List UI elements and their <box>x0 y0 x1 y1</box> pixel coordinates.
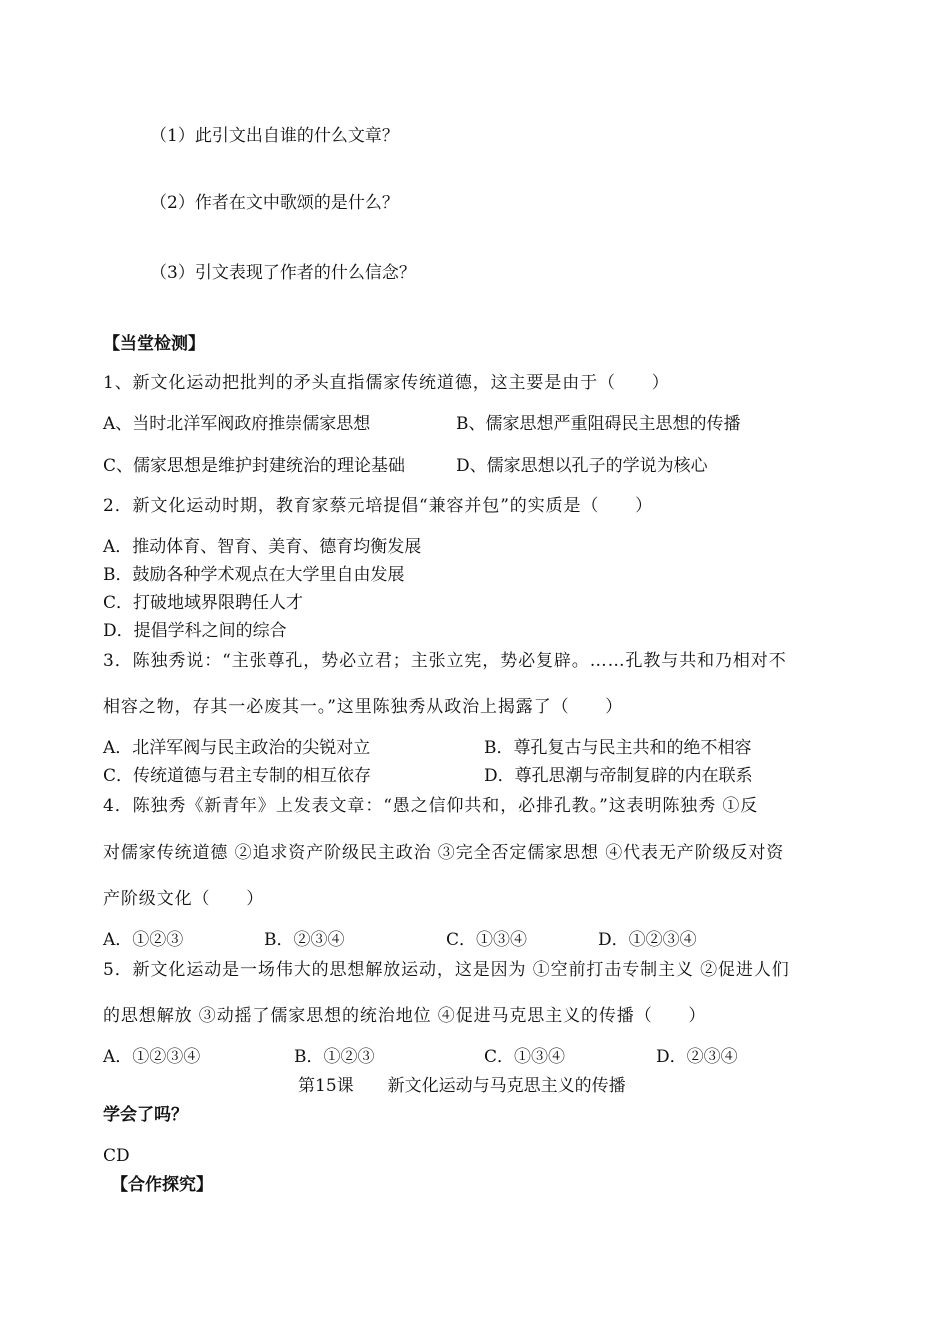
q4-option-c: C．①③④ <box>446 930 528 950</box>
answer-cd: CD <box>103 1146 130 1166</box>
q2-stem: 2．新文化运动时期，教育家蔡元培提倡“兼容并包”的实质是（ ） <box>103 496 653 516</box>
q1-option-d: D、儒家思想以孔子的学说为核心 <box>456 456 708 476</box>
q5-stem-line2: 的思想解放 ③动摇了儒家思想的统治地位 ④促进马克思主义的传播（ ） <box>103 1006 707 1026</box>
q4-stem-line3: 产阶级文化（ ） <box>103 889 265 909</box>
q3-option-c: C．传统道德与君主专制的相互依存 <box>103 766 372 786</box>
q3-stem-line1: 3．陈独秀说：“主张尊孔，势必立君；主张立宪，势必复辟。……孔教与共和乃相对不 <box>103 651 787 671</box>
q4-stem-line2: 对儒家传统道德 ②追求资产阶级民主政治 ③完全否定儒家思想 ④代表无产阶级反对资 <box>103 843 785 863</box>
answer-lesson-title: 第15课 新文化运动与马克思主义的传播 <box>298 1076 626 1096</box>
q4-option-a: A．①②③ <box>103 930 184 950</box>
q3-option-d: D．尊孔思潮与帝制复辟的内在联系 <box>484 766 753 786</box>
q1-stem: 1、新文化运动把批判的矛头直指儒家传统道德，这主要是由于（ ） <box>103 373 670 393</box>
q1-option-a: A、当时北洋军阀政府推崇儒家思想 <box>103 414 371 434</box>
q5-stem-line1: 5．新文化运动是一场伟大的思想解放运动，这是因为 ①空前打击专制主义 ②促进人们 <box>103 960 790 980</box>
q2-option-c: C．打破地域界限聘任人才 <box>103 593 304 613</box>
q4-option-b: B．②③④ <box>264 930 345 950</box>
question-2: （2）作者在文中歌颂的是什么？ <box>150 193 399 213</box>
q1-option-c: C、儒家思想是维护封建统治的理论基础 <box>103 456 406 476</box>
q2-option-a: A．推动体育、智育、美育、德育均衡发展 <box>103 537 422 557</box>
q5-option-a: A．①②③④ <box>103 1047 201 1067</box>
question-1: （1）此引文出自谁的什么文章？ <box>150 126 399 146</box>
section-heading-check: 【当堂检测】 <box>103 334 205 354</box>
q2-option-d: D．提倡学科之间的综合 <box>103 621 287 641</box>
q1-option-b: B、儒家思想严重阻碍民主思想的传播 <box>456 414 741 434</box>
q5-option-c: C．①③④ <box>484 1047 566 1067</box>
q3-option-a: A．北洋军阀与民主政治的尖锐对立 <box>103 738 371 758</box>
q2-option-b: B．鼓励各种学术观点在大学里自由发展 <box>103 565 405 585</box>
q4-stem-line1: 4．陈独秀《新青年》上发表文章：“愚之信仰共和，必排孔教。”这表明陈独秀 ①反 <box>103 796 759 816</box>
section-heading-coop: 【合作探究】 <box>111 1175 213 1195</box>
q3-stem-line2: 相容之物，存其一必废其一。”这里陈独秀从政治上揭露了（ ） <box>103 697 624 717</box>
q4-option-d: D．①②③④ <box>598 930 697 950</box>
learned-heading: 学会了吗？ <box>103 1105 188 1125</box>
q5-option-b: B．①②③ <box>294 1047 375 1067</box>
q5-option-d: D．②③④ <box>656 1047 738 1067</box>
q3-option-b: B．尊孔复古与民主共和的绝不相容 <box>484 738 752 758</box>
question-3: （3）引文表现了作者的什么信念？ <box>150 263 416 283</box>
